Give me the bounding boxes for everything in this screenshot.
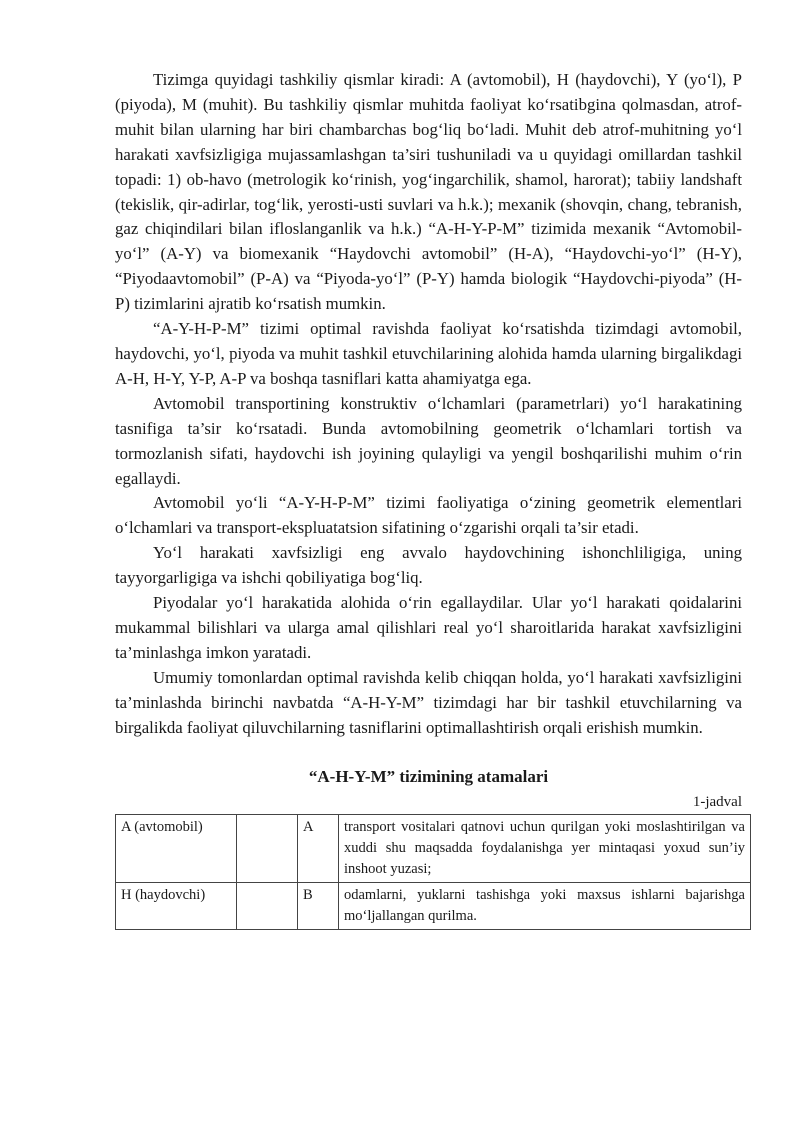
paragraph-6: Piyodalar yo‘l harakatida alohida o‘rin egallaydilar. Ular yo‘l harakati qoidalarini mukammal bilishlari va ularga amal qilishlari real yo‘l sharoitlarida harakat xavfsizligini ta’minlashga imkon yaratadi. bbox=[115, 593, 742, 662]
paragraph-1: Tizimga quyidagi tashkiliy qismlar kiradi: A (avtomobil), H (haydovchi), Y (yo‘l), P (piyoda), M (muhit). Bu tashkiliy qismlar muhitda faoliyat ko‘rsatibgina qolmasdan, atrof-muhit bilan ularning har biri chambarchas bog‘liq bo‘ladi. Muhit deb atrof-muhitning yo‘l harakati xavfsizligiga mujassamlashgan ta’siri tushuniladi va u quyidagi omillardan tashkil topadi: 1) ob-havo (metrologik ko‘rinish, yog‘ingarchilik, shamol, harorat); tabiiy landshaft (tekislik, qir-adirlar, tog‘lik, yerosti-usti suvlari va h.k.); mexanik (shovqin, chang, tebranish, gaz chiqindilari bilan ifloslanganlik va h.k.) “A-H-Y-P-M” tizimida mexanik “Avtomobil-yo‘l” (A-Y) va biomexanik “Haydovchi avtomobil” (H-A), “Haydovchi-yo‘l” (H-Y), “Piyodaavtomobil” (P-A) va “Piyoda-yo‘l” (P-Y) hamda biologik “Haydovchi-piyoda” (H-P) tizimlarini ajratib ko‘rsatish mumkin. bbox=[115, 70, 742, 314]
letter-cell: B bbox=[298, 883, 339, 930]
letter-cell: A bbox=[298, 815, 339, 883]
table-row bbox=[116, 883, 751, 930]
table-label: 1-jadval bbox=[692, 794, 742, 811]
empty-cell bbox=[237, 883, 298, 930]
table-title: “A-H-Y-M” tizimining atamalari bbox=[308, 767, 549, 787]
paragraph-5: Yo‘l harakati xavfsizligi eng avvalo haydovchining ishonchliligiga, uning tayyorgarligiga va ishchi qobiliyatiga bog‘liq. bbox=[115, 543, 742, 588]
paragraph-7: Umumiy tomonlardan optimal ravishda kelib chiqqan holda, yo‘l harakati xavfsizligini ta’minlashda birinchi navbatda “A-H-Y-M” tizimdagi har bir tashkil etuvchilarning va birgalikda faoliyat qiluvchilarning tasniflarini optimallashtirish orqali erishish mumkin. bbox=[115, 667, 742, 737]
definition-cell: odamlarni, yuklarni tashishga yoki maxsus ishlarni bajarishga mo‘ljallangan qurilma. bbox=[339, 883, 751, 930]
term-cell: H (haydovchi) bbox=[116, 883, 237, 930]
document-page bbox=[115, 68, 745, 930]
term-cell: A (avtomobil) bbox=[116, 815, 237, 883]
paragraph-3: Avtomobil transportining konstruktiv o‘lchamlari (parametrlari) yo‘l harakatining tasnifiga ta’sir ko‘rsatadi. Bunda avtomobilning geometrik o‘lchamlari tortish va tormozlanish sifati, haydovchi ish joyining qulayligi va yengil boshqarilishi muhim o‘rin egallaydi. bbox=[115, 393, 742, 488]
table-row bbox=[116, 815, 751, 883]
paragraph-2: “A-Y-H-P-M” tizimi optimal ravishda faoliyat ko‘rsatishda tizimdagi avtomobil, haydovchi, yo‘l, piyoda va muhit tashkil etuvchilarining alohida hamda ularning birgalikdagi A-H, H-Y, Y-P, A-P va boshqa tasniflari katta ahamiyatga ega. bbox=[115, 319, 742, 388]
terms-table bbox=[115, 814, 751, 930]
definition-cell: transport vositalari qatnovi uchun qurilgan yoki moslashtirilgan va xuddi shu maqsadda foydalanishga yer mintaqasi yoxud sun’iy inshoot yuzasi; bbox=[339, 815, 751, 883]
paragraph-4: Avtomobil yo‘li “A-Y-H-P-M” tizimi faoliyatiga o‘zining geometrik elementlari o‘lchamlari va transport-ekspluatatsion sifatining o‘zgarishi orqali ta’sir etadi. bbox=[115, 493, 742, 538]
empty-cell bbox=[237, 815, 298, 883]
